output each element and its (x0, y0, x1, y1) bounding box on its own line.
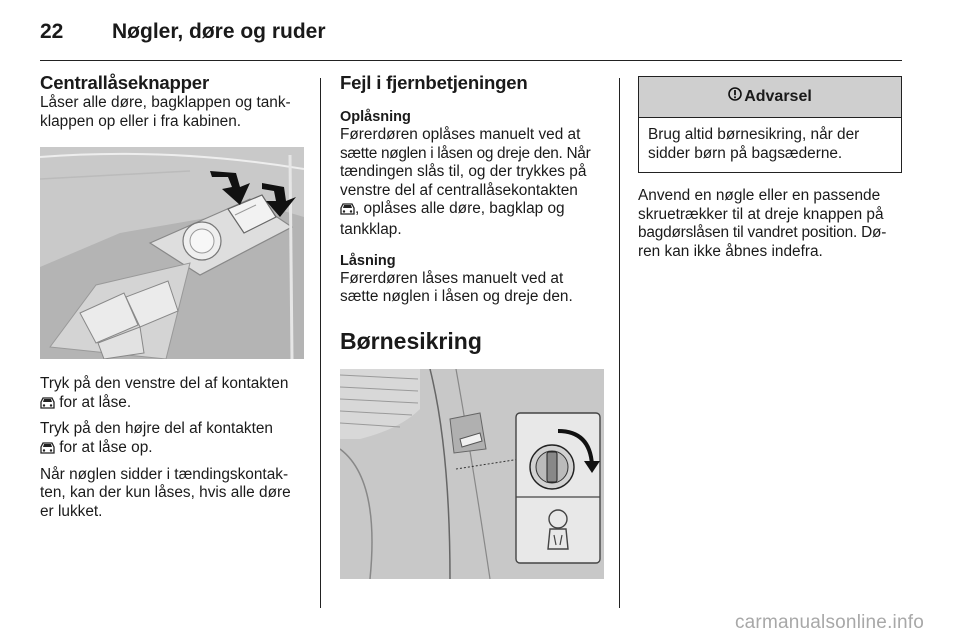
unlock-heading: Oplåsning (340, 109, 411, 125)
unlock-body-line-3: tændingen slås til, og der trykkes på (340, 163, 587, 181)
door-switch-drawing (40, 147, 304, 359)
child-lock-illustration (340, 369, 604, 579)
body-line-2: skruetrækker til at dreje knappen på (638, 205, 884, 223)
warning-icon (728, 87, 742, 107)
child-lock-text (638, 187, 902, 261)
child-lock-drawing (340, 369, 604, 579)
warning-body (639, 118, 901, 172)
unlock-instruction-line-1: Tryk på den højre del af kontakten (40, 420, 273, 438)
intro-line-1: Låser alle døre, bagklappen og tank- (40, 94, 291, 111)
warning-box (638, 76, 902, 173)
watermark: carmanualsonline.info (734, 612, 924, 633)
page-number: 22 (40, 20, 64, 43)
unlock-body-line-5-text: , oplåses alle døre, bagklap og (355, 200, 565, 218)
door-switch-illustration (40, 147, 304, 359)
body-line-3: bagdørslåsen til vandret position. Dø- (638, 224, 887, 242)
lock-instruction-line-1: Tryk på den venstre del af kontakten (40, 375, 289, 393)
warning-body-line-2: sidder børn på bagsæderne. (648, 144, 843, 162)
body-line-1: Anvend en nøgle eller en passende (638, 187, 881, 205)
unlock-body-line-2: sætte nøglen i låsen og dreje den. Når (340, 144, 591, 162)
lock-body-line-1: Førerdøren låses manuelt ved at (340, 269, 564, 287)
car-lock-icon (40, 396, 55, 415)
unlock-body-line-1: Førerdøren oplåses manuelt ved at (340, 126, 581, 143)
header-rule (40, 60, 902, 61)
section-title-central-locking: Centrallåseknapper (40, 72, 209, 93)
warning-body-line-1: Brug altid børnesikring, når der (648, 126, 860, 143)
unlock-instruction-text: for at låse op. (59, 438, 153, 456)
body-line-4: ren kan ikke åbnes indefra. (638, 242, 823, 260)
column-central-locking (40, 72, 308, 521)
column-warning (638, 76, 902, 262)
chapter-title: Nøgler, døre og ruder (112, 20, 326, 43)
column-remote-fault (340, 72, 606, 579)
lock-instruction-text: for at låse. (59, 393, 132, 411)
column-divider-1 (320, 78, 321, 608)
warning-header (639, 77, 901, 118)
intro-line-2: klappen op eller i fra kabinen. (40, 112, 242, 130)
unlock-instruction-line-2 (40, 439, 308, 460)
unlock-body-line-5 (340, 200, 606, 221)
unlock-body-line-4: venstre del af centrallåsekontakten (340, 181, 578, 199)
unlock-body-line-6: tankklap. (340, 220, 402, 238)
section-title-child-lock: Børnesikring (340, 327, 482, 354)
lock-instruction-line-2 (40, 394, 308, 415)
column-divider-2 (619, 78, 620, 608)
note-line-3: er lukket. (40, 502, 103, 520)
note-line-1: Når nøglen sidder i tændingskontak- (40, 465, 289, 483)
section-title-remote-fault: Fejl i fjernbetjeningen (340, 72, 528, 93)
warning-title: Advarsel (744, 87, 812, 105)
car-lock-icon (340, 202, 355, 221)
car-lock-icon (40, 441, 55, 460)
lock-heading: Låsning (340, 252, 396, 269)
note-line-2: ten, kan der kun låses, hvis alle døre (40, 484, 291, 502)
lock-body-line-2: sætte nøglen i låsen og dreje den. (340, 288, 573, 306)
